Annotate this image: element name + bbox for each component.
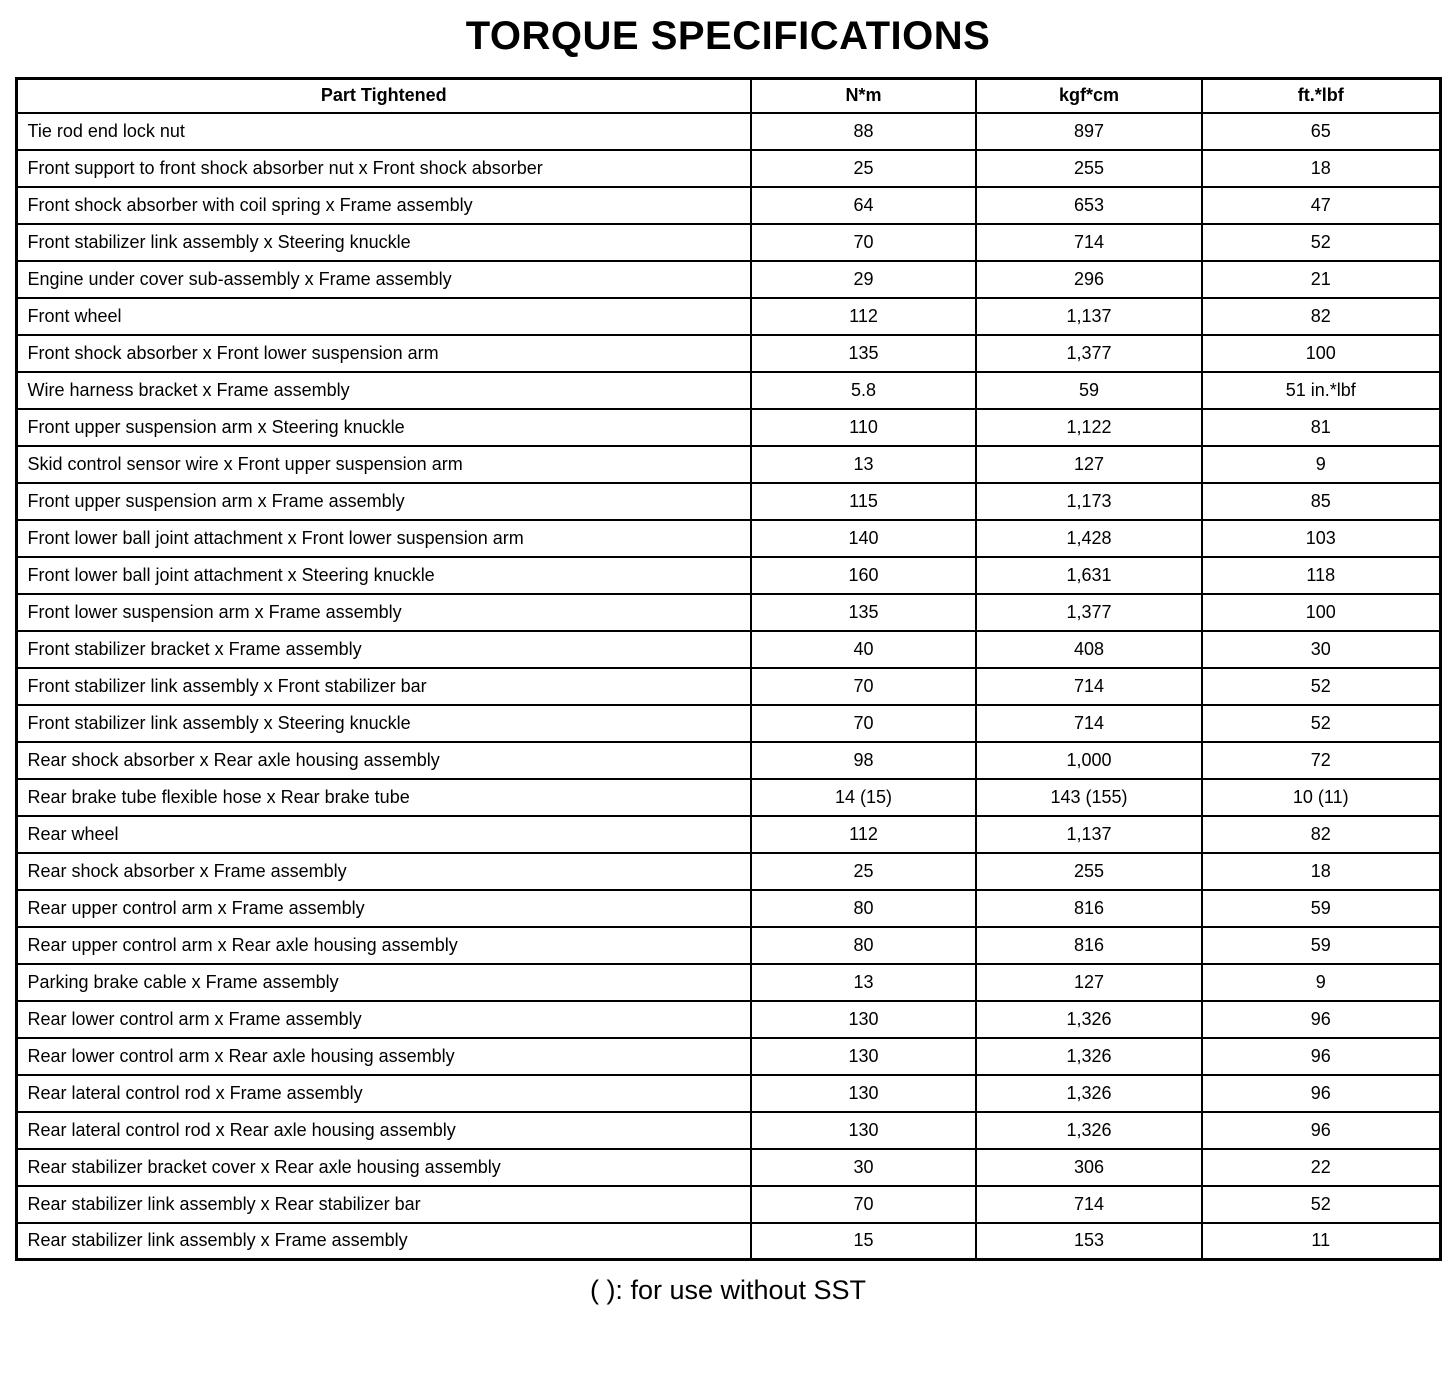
table-row — [16, 742, 1440, 779]
torque-value-cell: 306 — [976, 1149, 1202, 1186]
table-row — [16, 1075, 1440, 1112]
torque-value-cell: 11 — [1202, 1223, 1440, 1260]
torque-value-cell: 21 — [1202, 261, 1440, 298]
table-row — [16, 298, 1440, 335]
torque-value-cell: 1,137 — [976, 298, 1202, 335]
torque-value-cell: 18 — [1202, 150, 1440, 187]
torque-value-cell: 130 — [751, 1001, 976, 1038]
torque-value-cell: 408 — [976, 631, 1202, 668]
part-name-cell: Rear brake tube flexible hose x Rear brake tube — [16, 779, 751, 816]
torque-value-cell: 9 — [1202, 446, 1440, 483]
part-name-cell: Rear upper control arm x Rear axle housing assembly — [16, 927, 751, 964]
torque-value-cell: 1,326 — [976, 1001, 1202, 1038]
torque-value-cell: 40 — [751, 631, 976, 668]
header-kgfcm: kgf*cm — [976, 79, 1202, 113]
table-row — [16, 483, 1440, 520]
torque-value-cell: 25 — [751, 150, 976, 187]
torque-value-cell: 816 — [976, 890, 1202, 927]
table-row — [16, 224, 1440, 261]
part-name-cell: Front shock absorber x Front lower suspension arm — [16, 335, 751, 372]
torque-value-cell: 160 — [751, 557, 976, 594]
torque-value-cell: 1,122 — [976, 409, 1202, 446]
torque-value-cell: 70 — [751, 668, 976, 705]
torque-value-cell: 103 — [1202, 520, 1440, 557]
torque-value-cell: 70 — [751, 1186, 976, 1223]
table-row — [16, 187, 1440, 224]
table-row — [16, 779, 1440, 816]
part-name-cell: Rear stabilizer link assembly x Frame assembly — [16, 1223, 751, 1260]
torque-value-cell: 1,326 — [976, 1112, 1202, 1149]
torque-value-cell: 14 (15) — [751, 779, 976, 816]
torque-value-cell: 127 — [976, 446, 1202, 483]
torque-value-cell: 143 (155) — [976, 779, 1202, 816]
part-name-cell: Rear lower control arm x Rear axle housing assembly — [16, 1038, 751, 1075]
part-name-cell: Front stabilizer link assembly x Steering knuckle — [16, 224, 751, 261]
torque-value-cell: 1,631 — [976, 557, 1202, 594]
table-row — [16, 261, 1440, 298]
torque-value-cell: 1,000 — [976, 742, 1202, 779]
torque-value-cell: 52 — [1202, 705, 1440, 742]
torque-value-cell: 80 — [751, 927, 976, 964]
table-row — [16, 927, 1440, 964]
part-name-cell: Engine under cover sub-assembly x Frame assembly — [16, 261, 751, 298]
torque-value-cell: 88 — [751, 113, 976, 150]
torque-value-cell: 52 — [1202, 224, 1440, 261]
part-name-cell: Rear lower control arm x Frame assembly — [16, 1001, 751, 1038]
torque-value-cell: 22 — [1202, 1149, 1440, 1186]
part-name-cell: Front stabilizer link assembly x Front stabilizer bar — [16, 668, 751, 705]
header-part-tightened: Part Tightened — [16, 79, 751, 113]
table-row — [16, 853, 1440, 890]
torque-value-cell: 72 — [1202, 742, 1440, 779]
table-row — [16, 668, 1440, 705]
torque-value-cell: 10 (11) — [1202, 779, 1440, 816]
torque-value-cell: 897 — [976, 113, 1202, 150]
torque-value-cell: 30 — [751, 1149, 976, 1186]
table-row — [16, 446, 1440, 483]
torque-value-cell: 135 — [751, 594, 976, 631]
torque-value-cell: 135 — [751, 335, 976, 372]
torque-value-cell: 9 — [1202, 964, 1440, 1001]
torque-value-cell: 59 — [1202, 890, 1440, 927]
part-name-cell: Front stabilizer link assembly x Steering knuckle — [16, 705, 751, 742]
torque-value-cell: 1,326 — [976, 1038, 1202, 1075]
torque-value-cell: 47 — [1202, 187, 1440, 224]
torque-specifications-table — [15, 77, 1442, 1261]
part-name-cell: Rear shock absorber x Rear axle housing assembly — [16, 742, 751, 779]
torque-value-cell: 1,173 — [976, 483, 1202, 520]
torque-value-cell: 1,326 — [976, 1075, 1202, 1112]
torque-value-cell: 29 — [751, 261, 976, 298]
table-row — [16, 520, 1440, 557]
torque-value-cell: 52 — [1202, 1186, 1440, 1223]
table-row — [16, 335, 1440, 372]
torque-value-cell: 140 — [751, 520, 976, 557]
table-row — [16, 1186, 1440, 1223]
footnote: ( ): for use without SST — [589, 1275, 867, 1305]
torque-value-cell: 714 — [976, 705, 1202, 742]
part-name-cell: Rear lateral control rod x Frame assembly — [16, 1075, 751, 1112]
torque-value-cell: 255 — [976, 150, 1202, 187]
header-nm: N*m — [751, 79, 976, 113]
torque-value-cell: 127 — [976, 964, 1202, 1001]
part-name-cell: Front upper suspension arm x Frame assembly — [16, 483, 751, 520]
table-row — [16, 964, 1440, 1001]
table-row — [16, 816, 1440, 853]
table-row — [16, 890, 1440, 927]
table-row — [16, 1223, 1440, 1260]
torque-value-cell: 115 — [751, 483, 976, 520]
torque-value-cell: 82 — [1202, 298, 1440, 335]
part-name-cell: Front shock absorber with coil spring x Frame assembly — [16, 187, 751, 224]
torque-value-cell: 130 — [751, 1112, 976, 1149]
torque-value-cell: 30 — [1202, 631, 1440, 668]
torque-value-cell: 1,377 — [976, 594, 1202, 631]
torque-value-cell: 816 — [976, 927, 1202, 964]
torque-value-cell: 59 — [976, 372, 1202, 409]
part-name-cell: Front upper suspension arm x Steering knuckle — [16, 409, 751, 446]
table-row — [16, 557, 1440, 594]
table-row — [16, 409, 1440, 446]
torque-value-cell: 714 — [976, 1186, 1202, 1223]
torque-value-cell: 130 — [751, 1075, 976, 1112]
table-row — [16, 1149, 1440, 1186]
part-name-cell: Tie rod end lock nut — [16, 113, 751, 150]
table-row — [16, 372, 1440, 409]
part-name-cell: Front wheel — [16, 298, 751, 335]
torque-value-cell: 81 — [1202, 409, 1440, 446]
table-header-row — [16, 79, 1440, 113]
torque-value-cell: 255 — [976, 853, 1202, 890]
torque-value-cell: 653 — [976, 187, 1202, 224]
torque-value-cell: 18 — [1202, 853, 1440, 890]
torque-value-cell: 100 — [1202, 594, 1440, 631]
torque-value-cell: 100 — [1202, 335, 1440, 372]
table-row — [16, 1112, 1440, 1149]
torque-value-cell: 13 — [751, 446, 976, 483]
table-body — [16, 113, 1440, 1260]
torque-value-cell: 5.8 — [751, 372, 976, 409]
part-name-cell: Rear wheel — [16, 816, 751, 853]
table-row — [16, 594, 1440, 631]
part-name-cell: Front lower ball joint attachment x Steering knuckle — [16, 557, 751, 594]
torque-value-cell: 1,377 — [976, 335, 1202, 372]
part-name-cell: Rear shock absorber x Frame assembly — [16, 853, 751, 890]
torque-value-cell: 64 — [751, 187, 976, 224]
table-row — [16, 705, 1440, 742]
part-name-cell: Skid control sensor wire x Front upper suspension arm — [16, 446, 751, 483]
table-row — [16, 1038, 1440, 1075]
torque-value-cell: 82 — [1202, 816, 1440, 853]
torque-value-cell: 130 — [751, 1038, 976, 1075]
part-name-cell: Parking brake cable x Frame assembly — [16, 964, 751, 1001]
torque-value-cell: 59 — [1202, 927, 1440, 964]
part-name-cell: Front support to front shock absorber nut x Front shock absorber — [16, 150, 751, 187]
torque-value-cell: 110 — [751, 409, 976, 446]
torque-value-cell: 714 — [976, 668, 1202, 705]
torque-value-cell: 118 — [1202, 557, 1440, 594]
torque-value-cell: 96 — [1202, 1038, 1440, 1075]
table-row — [16, 150, 1440, 187]
torque-value-cell: 51 in.*lbf — [1202, 372, 1440, 409]
torque-value-cell: 96 — [1202, 1075, 1440, 1112]
torque-value-cell: 296 — [976, 261, 1202, 298]
part-name-cell: Front stabilizer bracket x Frame assembly — [16, 631, 751, 668]
page-title: TORQUE SPECIFICATIONS — [465, 14, 991, 58]
torque-value-cell: 25 — [751, 853, 976, 890]
part-name-cell: Rear stabilizer bracket cover x Rear axle housing assembly — [16, 1149, 751, 1186]
torque-value-cell: 96 — [1202, 1001, 1440, 1038]
table-row — [16, 631, 1440, 668]
torque-value-cell: 13 — [751, 964, 976, 1001]
torque-value-cell: 112 — [751, 298, 976, 335]
torque-value-cell: 714 — [976, 224, 1202, 261]
torque-value-cell: 80 — [751, 890, 976, 927]
header-ftlbf: ft.*lbf — [1202, 79, 1440, 113]
part-name-cell: Front lower ball joint attachment x Front lower suspension arm — [16, 520, 751, 557]
torque-value-cell: 1,428 — [976, 520, 1202, 557]
torque-value-cell: 70 — [751, 705, 976, 742]
part-name-cell: Front lower suspension arm x Frame assembly — [16, 594, 751, 631]
table-row — [16, 1001, 1440, 1038]
torque-value-cell: 15 — [751, 1223, 976, 1260]
torque-value-cell: 70 — [751, 224, 976, 261]
torque-value-cell: 85 — [1202, 483, 1440, 520]
part-name-cell: Rear upper control arm x Frame assembly — [16, 890, 751, 927]
part-name-cell: Rear lateral control rod x Rear axle housing assembly — [16, 1112, 751, 1149]
torque-value-cell: 153 — [976, 1223, 1202, 1260]
table-row — [16, 113, 1440, 150]
part-name-cell: Rear stabilizer link assembly x Rear stabilizer bar — [16, 1186, 751, 1223]
torque-value-cell: 96 — [1202, 1112, 1440, 1149]
torque-value-cell: 98 — [751, 742, 976, 779]
torque-value-cell: 52 — [1202, 668, 1440, 705]
torque-value-cell: 65 — [1202, 113, 1440, 150]
part-name-cell: Wire harness bracket x Frame assembly — [16, 372, 751, 409]
torque-value-cell: 1,137 — [976, 816, 1202, 853]
torque-value-cell: 112 — [751, 816, 976, 853]
